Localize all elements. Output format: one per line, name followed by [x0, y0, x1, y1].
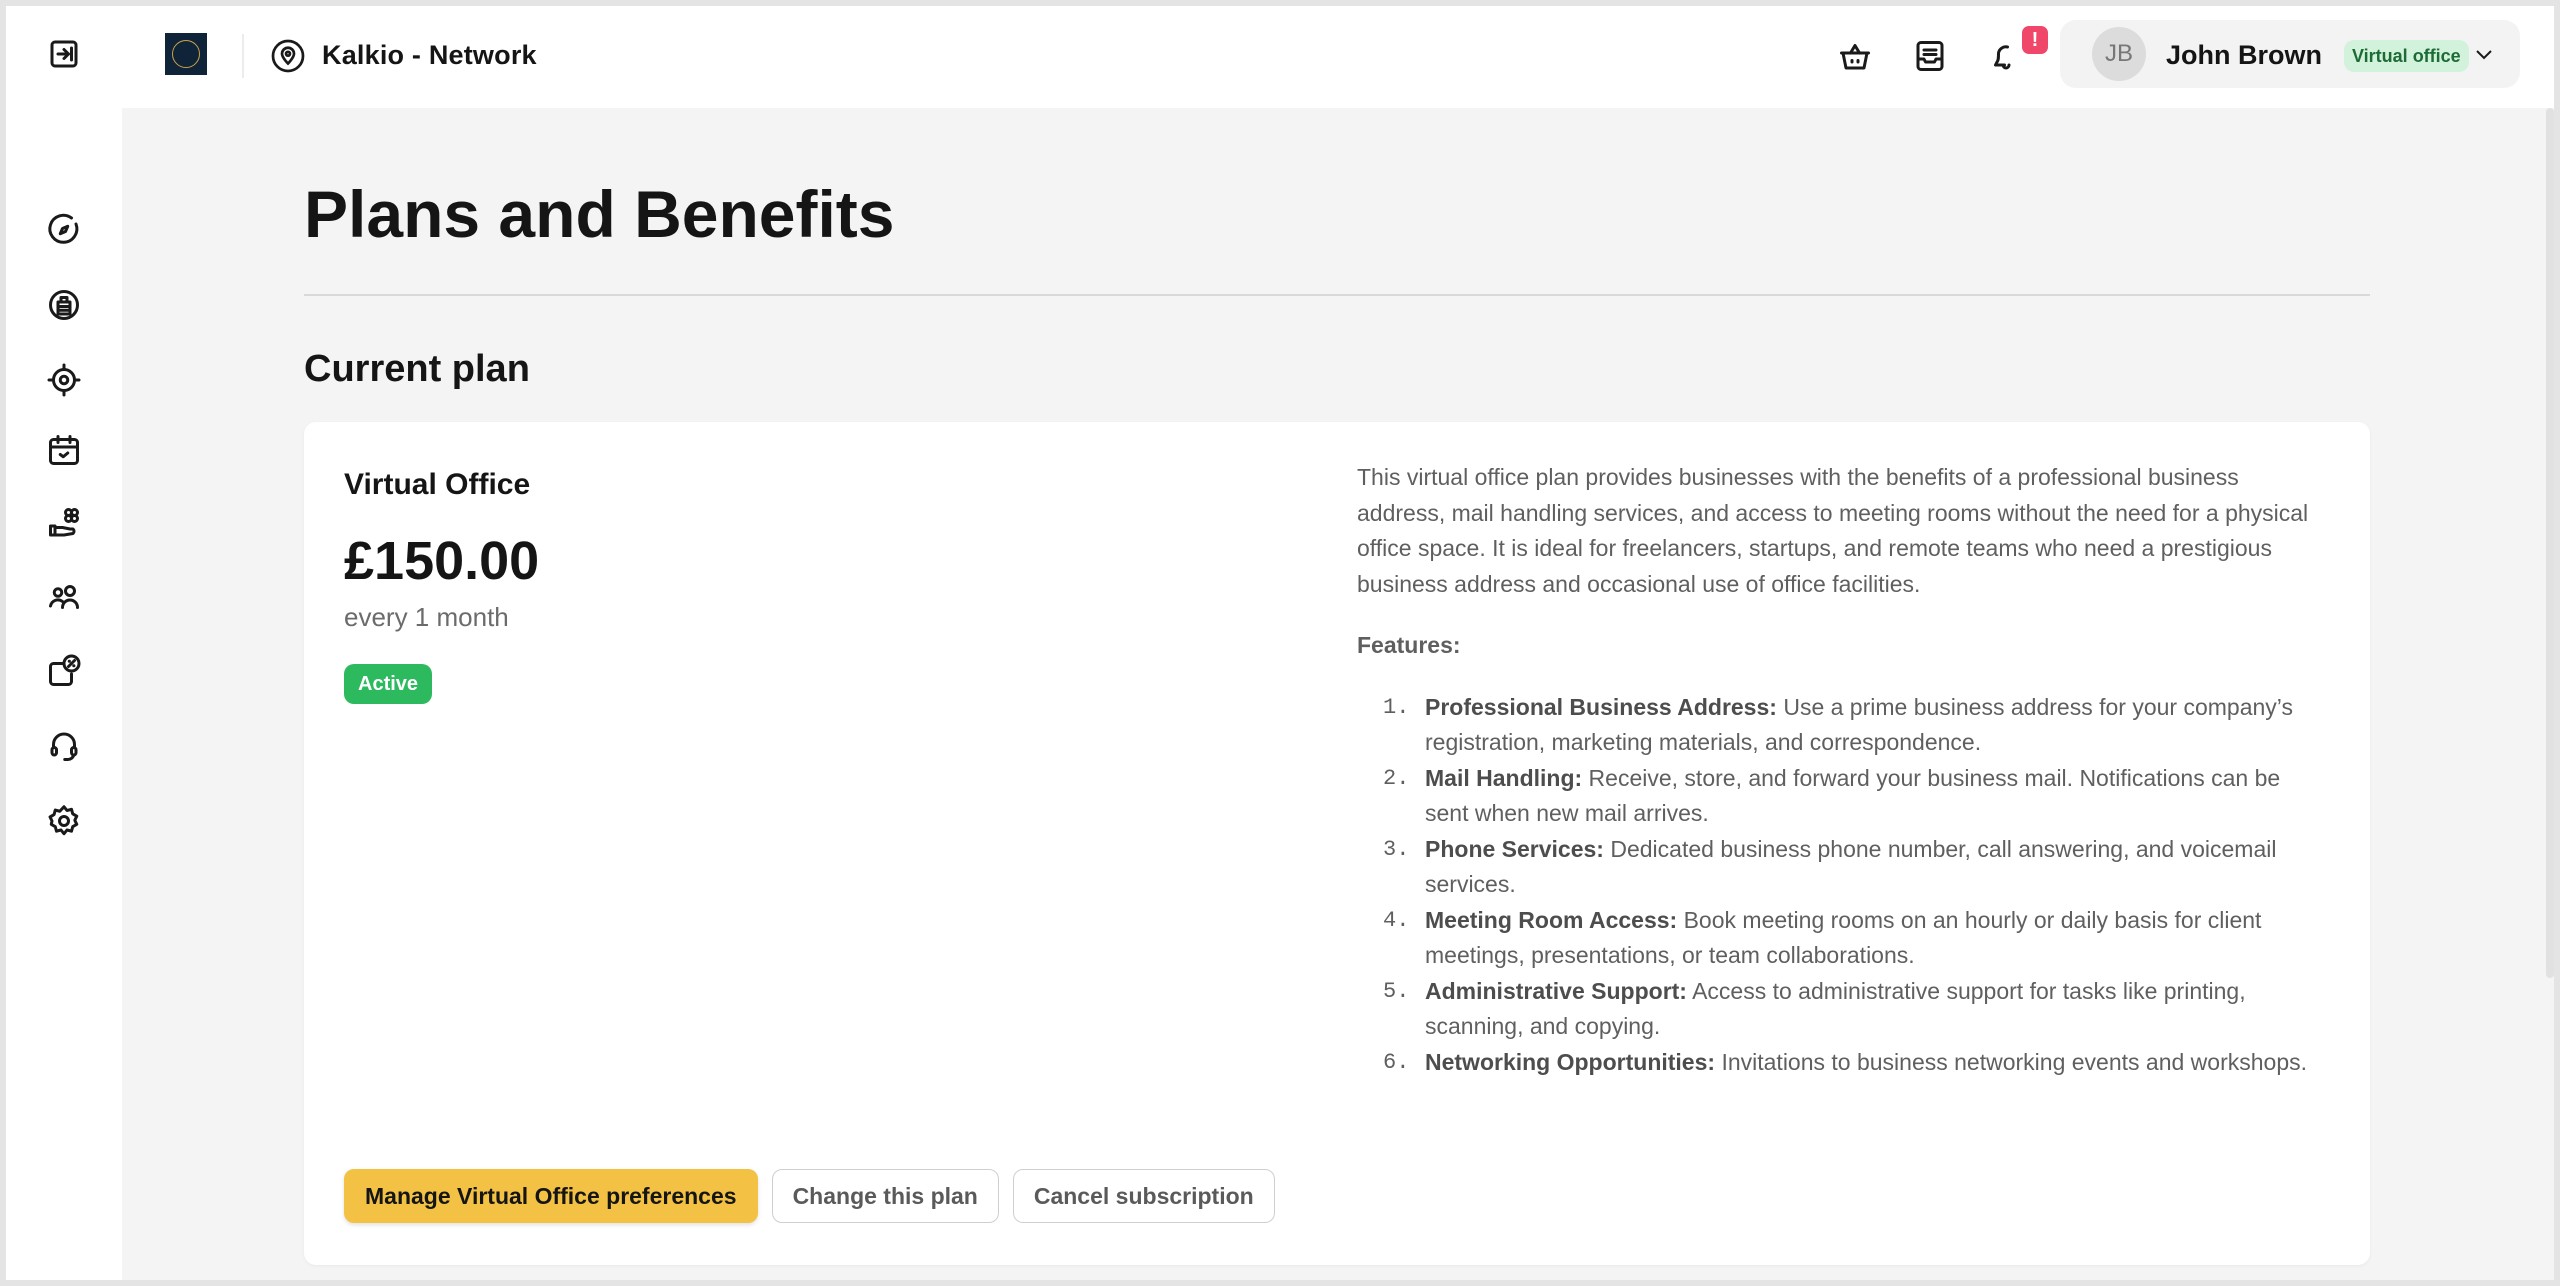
location-pin-icon — [270, 38, 306, 74]
compass-icon[interactable] — [46, 212, 82, 248]
company-logo[interactable] — [165, 33, 207, 75]
chevron-down-icon[interactable] — [2472, 42, 2496, 66]
avatar: JB — [2092, 27, 2146, 81]
plan-name: Virtual Office — [344, 468, 531, 501]
description-text: This virtual office plan provides businesses with the benefits of a professional business address, mail handling services, and access to meeting rooms without the need for a physical office space. It is ideal for freelancers, startups, and remote teams who need a prestigious business address and occasional use of office facilities. — [1357, 464, 2309, 597]
plan-price: £150.00 — [344, 531, 540, 591]
features-list — [1357, 690, 2327, 1081]
title-divider — [304, 294, 2370, 296]
feature-item: 1. Professional Business Address: Use a prime business address for your company’s registration, marketing materials, and correspondence. — [1383, 693, 2293, 755]
expand-sidebar-icon[interactable] — [46, 36, 82, 72]
support-headset-icon[interactable] — [46, 728, 82, 764]
discount-icon[interactable] — [46, 653, 82, 689]
top-header — [122, 6, 2554, 108]
building-icon[interactable] — [46, 287, 82, 323]
scrollbar[interactable] — [2546, 108, 2554, 978]
inbox-icon[interactable] — [1912, 38, 1948, 74]
plan-actions — [344, 1169, 1275, 1223]
notification-badge: ! — [2022, 26, 2048, 54]
billing-period: every 1 month — [344, 602, 509, 632]
location-title[interactable]: Kalkio - Network — [322, 40, 537, 70]
feature-item: 4. Meeting Room Access: Book meeting rooms on an hourly or daily basis for client meetings, presentations, or team collaborations. — [1383, 906, 2262, 968]
settings-gear-icon[interactable] — [46, 803, 82, 839]
header-divider — [242, 34, 244, 78]
manage-preferences-button[interactable]: Manage Virtual Office preferences — [344, 1169, 758, 1223]
page-title: Plans and Benefits — [304, 177, 895, 251]
cancel-subscription-button[interactable]: Cancel subscription — [1013, 1169, 1275, 1223]
user-menu[interactable] — [2060, 20, 2520, 88]
status-badge: Active — [344, 664, 432, 704]
feature-item: 3. Phone Services: Dedicated business phone number, call answering, and voicemail services. — [1383, 835, 2277, 897]
plan-badge: Virtual office — [2344, 40, 2469, 72]
change-plan-button[interactable]: Change this plan — [772, 1169, 999, 1223]
features-heading: Features: — [1357, 632, 1461, 658]
feature-item: 6. Networking Opportunities: Invitations to business networking events and workshops. — [1383, 1048, 2307, 1075]
sidebar — [6, 6, 122, 1280]
bell-icon[interactable] — [1988, 38, 2024, 74]
users-icon[interactable] — [46, 579, 82, 615]
calendar-check-icon[interactable] — [46, 432, 82, 468]
plan-description — [1357, 460, 2327, 1080]
basket-icon[interactable] — [1837, 38, 1873, 74]
feature-item: 5. Administrative Support: Access to administrative support for tasks like printing, scanning, and copying. — [1383, 977, 2246, 1039]
hand-services-icon[interactable] — [46, 505, 82, 541]
section-title: Current plan — [304, 348, 530, 390]
user-name: John Brown — [2166, 40, 2322, 70]
target-icon[interactable] — [46, 362, 82, 398]
current-plan-card — [304, 422, 2370, 1265]
feature-item: 2. Mail Handling: Receive, store, and forward your business mail. Notifications can be sent when new mail arrives. — [1383, 764, 2281, 826]
